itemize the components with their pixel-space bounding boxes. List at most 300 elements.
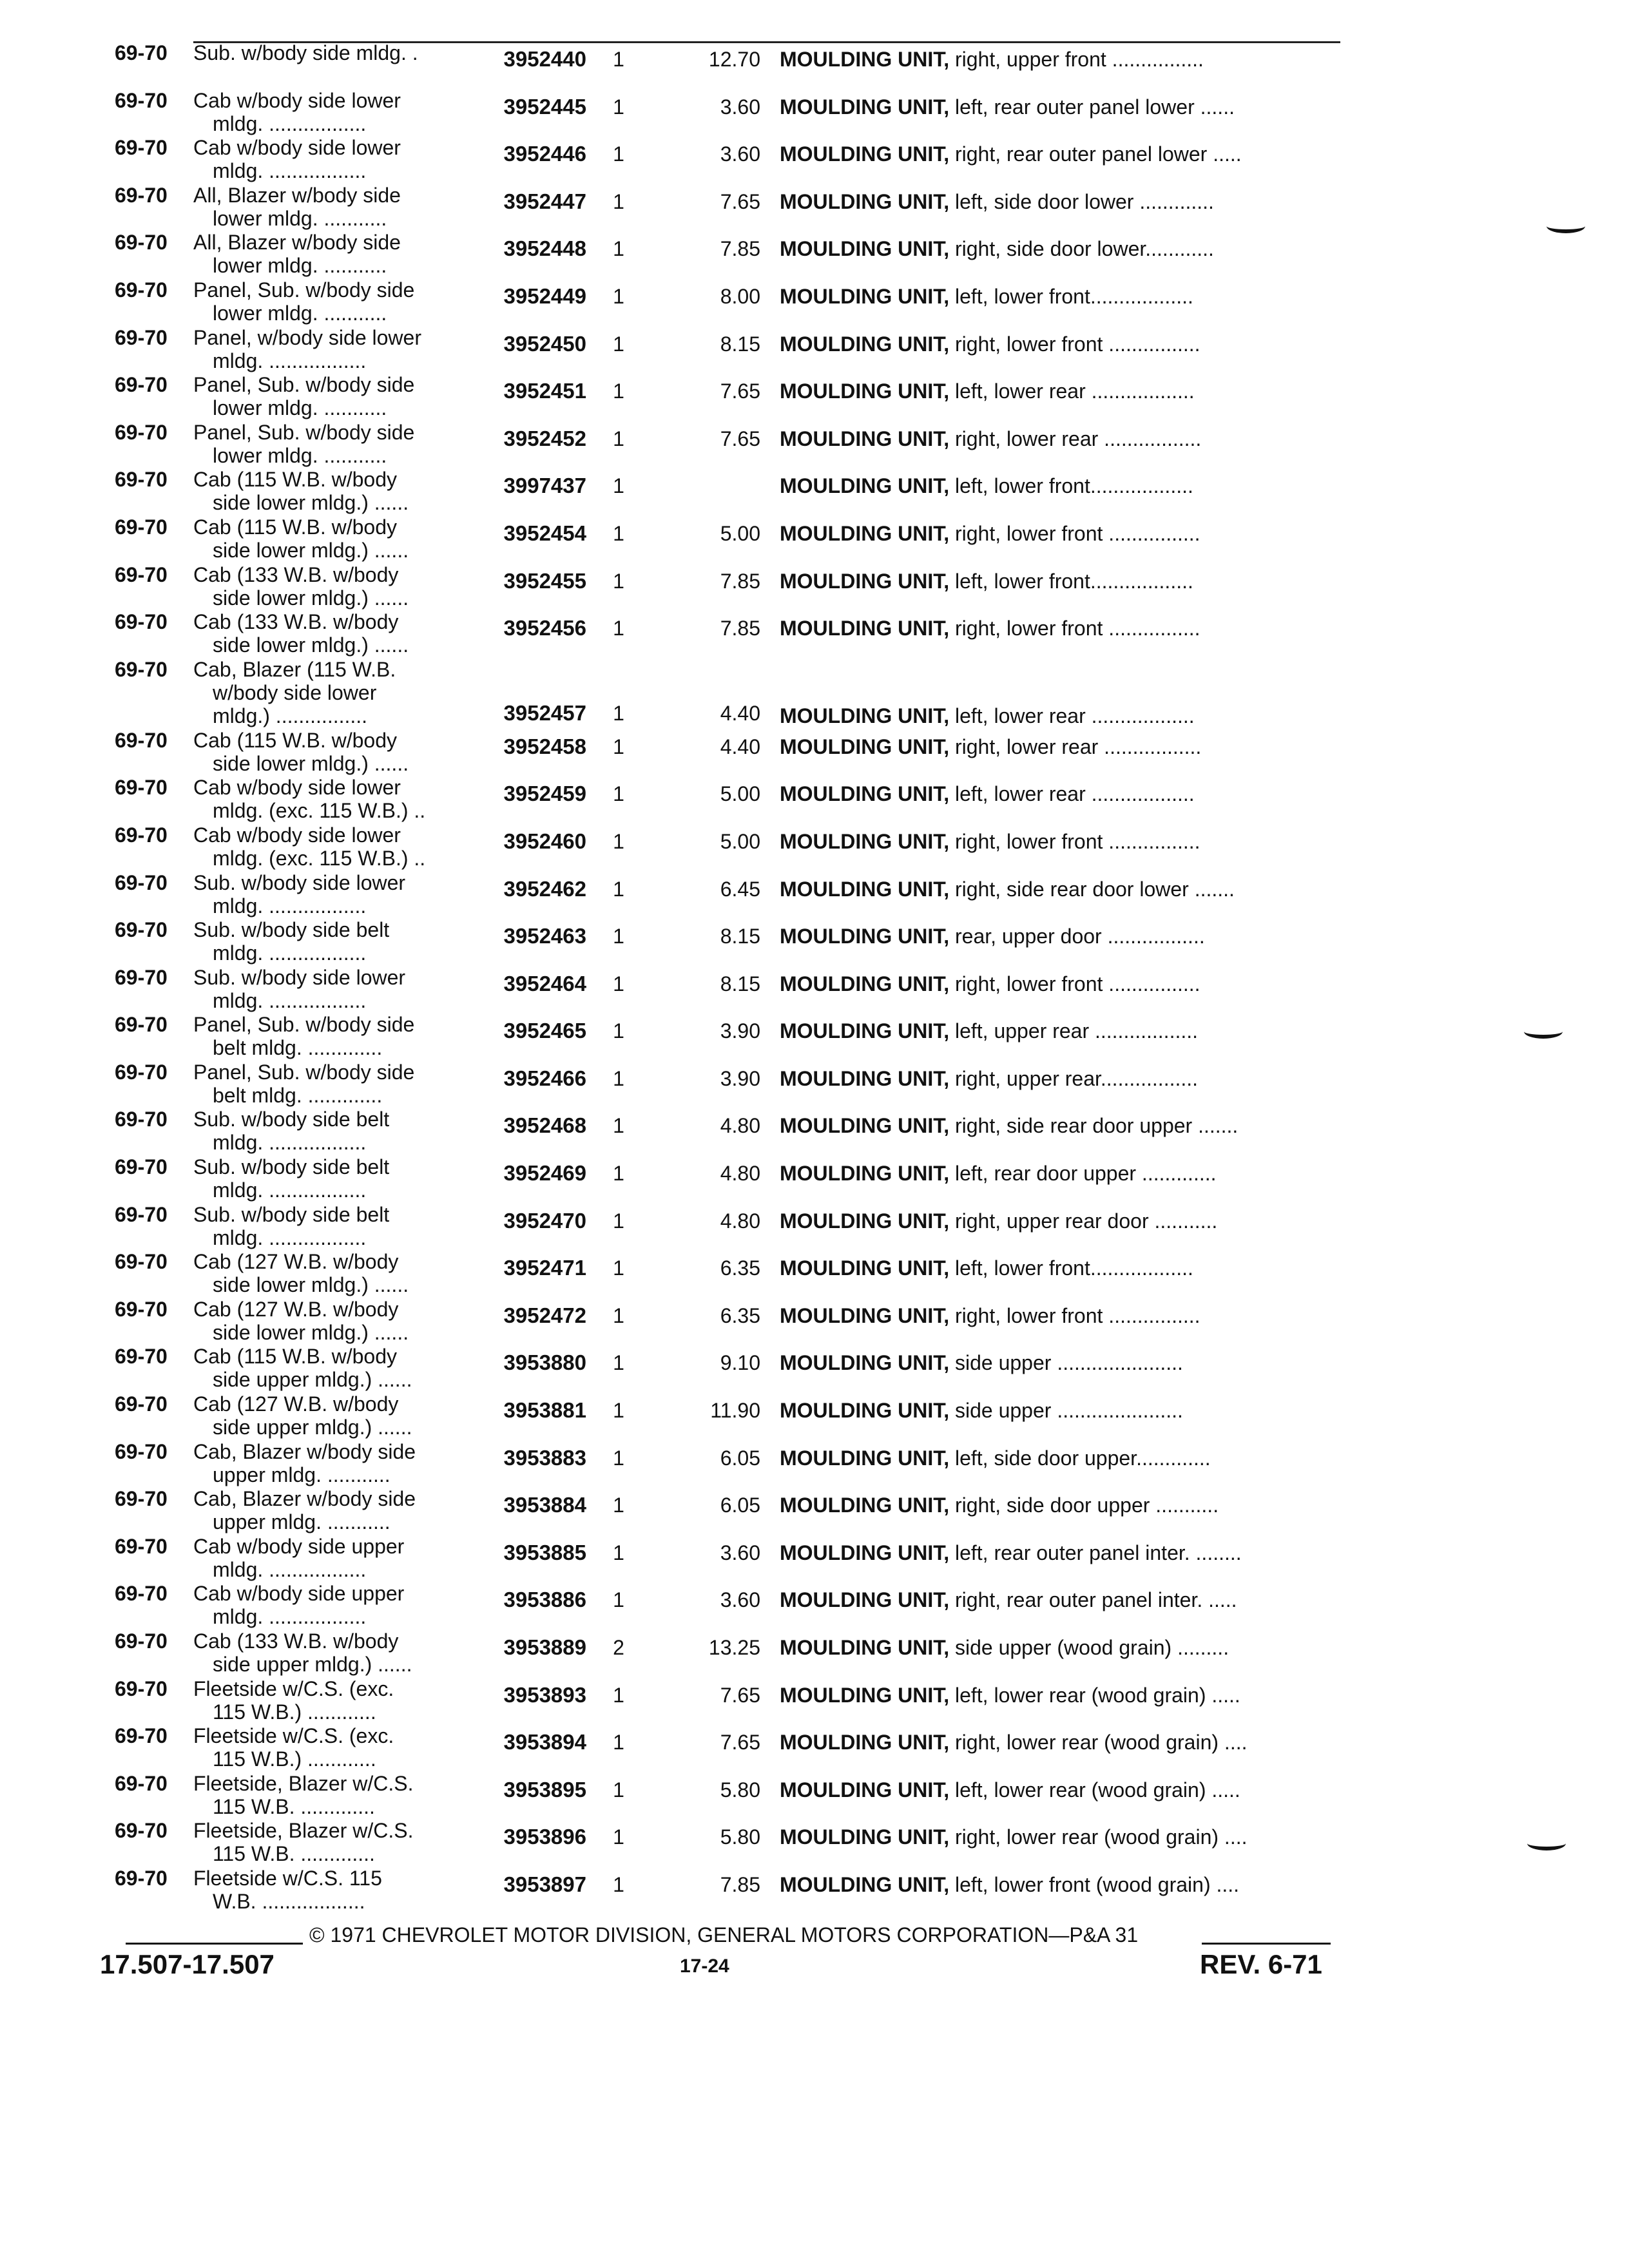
list-item: [97, 514, 1360, 562]
quantity: 1: [613, 1019, 624, 1043]
application-line-1: Panel, Sub. w/body side: [193, 420, 415, 444]
part-description: [780, 1731, 1360, 1754]
part-name: MOULDING UNIT,: [780, 1588, 950, 1612]
model-years: 69-70: [115, 1439, 168, 1463]
model-years: 69-70: [115, 136, 168, 160]
part-detail: right, lower front ................: [954, 1303, 1200, 1327]
model-years: 69-70: [115, 657, 168, 681]
part-number: 3952455: [503, 568, 586, 593]
part-detail: right, lower rear (wood grain) ....: [954, 1825, 1248, 1849]
model-years: 69-70: [115, 88, 168, 112]
part-name: MOULDING UNIT,: [780, 1872, 950, 1896]
part-detail: right, upper front ................: [954, 48, 1204, 71]
part-detail: right, rear outer panel inter. .....: [954, 1588, 1237, 1612]
part-detail: right, lower rear .................: [954, 427, 1202, 450]
part-name: MOULDING UNIT,: [780, 569, 950, 593]
price: 7.65: [720, 427, 760, 450]
application-line-1: Cab (133 W.B. w/body: [193, 562, 399, 586]
list-item: [97, 657, 1360, 727]
list-item: [97, 40, 1360, 88]
quantity: 1: [613, 782, 624, 806]
price: 4.80: [720, 1209, 760, 1233]
part-number: 3952462: [503, 876, 586, 901]
part-name: MOULDING UNIT,: [780, 829, 950, 853]
part-detail: left, lower front (wood grain) ....: [954, 1872, 1240, 1896]
quantity: 1: [613, 1066, 624, 1090]
part-name: MOULDING UNIT,: [780, 1114, 950, 1138]
model-years: 69-70: [115, 373, 168, 397]
quantity: 1: [613, 1114, 624, 1138]
model-years: 69-70: [115, 231, 168, 255]
price: 7.65: [720, 1683, 760, 1707]
part-number: 3952451: [503, 379, 586, 403]
price: 6.35: [720, 1303, 760, 1327]
part-number: 3953896: [503, 1825, 586, 1849]
part-number: 3952470: [503, 1208, 586, 1233]
footer-rule-left: [126, 1943, 303, 1945]
list-item: [97, 1343, 1360, 1391]
part-number: 3952463: [503, 924, 586, 948]
part-name: MOULDING UNIT,: [780, 782, 950, 806]
part-description: [780, 190, 1360, 213]
part-detail: left, lower rear ..................: [954, 380, 1195, 403]
quantity: 1: [613, 617, 624, 640]
list-item: [97, 822, 1360, 870]
quantity: 1: [613, 569, 624, 593]
application-line-2: mldg. .................: [213, 1131, 367, 1155]
part-number: 3952445: [503, 94, 586, 119]
part-number: 3952446: [503, 142, 586, 166]
part-description: [780, 1019, 1360, 1043]
parts-list: [97, 40, 1360, 1913]
part-detail: left, side door lower .............: [954, 189, 1214, 213]
part-name: MOULDING UNIT,: [780, 1778, 950, 1802]
price: 3.60: [720, 142, 760, 166]
part-number: 3952471: [503, 1256, 586, 1280]
application-line-2: mldg. .................: [213, 111, 367, 135]
application-line-1: Cab (133 W.B. w/body: [193, 610, 399, 634]
model-years: 69-70: [115, 1108, 168, 1131]
application-line-2: lower mldg. ...........: [213, 396, 387, 420]
part-description: [780, 1684, 1360, 1707]
part-detail: right, side door upper ...........: [954, 1494, 1219, 1517]
quantity: 1: [613, 142, 624, 166]
part-number: 3952456: [503, 616, 586, 640]
list-item: [97, 277, 1360, 325]
quantity: 1: [613, 1351, 624, 1375]
list-item: [97, 1818, 1360, 1865]
application-line-2: 115 W.B.) ............: [213, 1747, 376, 1771]
price: 3.60: [720, 95, 760, 119]
part-detail: left, rear outer panel lower ......: [954, 95, 1235, 119]
price: 13.25: [708, 1636, 760, 1659]
application-line-2: belt mldg. .............: [213, 1036, 383, 1060]
application-line-2: mldg. (exc. 115 W.B.) ..: [213, 846, 426, 870]
part-number: 3953886: [503, 1588, 586, 1612]
quantity: 1: [613, 1731, 624, 1754]
page-number: 17-24: [680, 1956, 729, 1977]
part-name: MOULDING UNIT,: [780, 1019, 950, 1043]
application-line-1: Sub. w/body side belt: [193, 918, 390, 942]
application-line-1: Cab (115 W.B. w/body: [193, 1345, 397, 1369]
price: 7.85: [720, 569, 760, 593]
list-item: [97, 135, 1360, 182]
price: 3.90: [720, 1019, 760, 1043]
application-line-1: Cab (115 W.B. w/body: [193, 728, 397, 752]
list-item: [97, 325, 1360, 372]
part-detail: side upper (wood grain) .........: [954, 1636, 1229, 1659]
part-name: MOULDING UNIT,: [780, 925, 950, 948]
application-line-2: w/body side lower: [213, 680, 377, 704]
part-name: MOULDING UNIT,: [780, 617, 950, 640]
part-detail: left, lower front..................: [954, 474, 1193, 498]
quantity: 1: [613, 1825, 624, 1849]
list-item: [97, 229, 1360, 277]
part-number: 3953880: [503, 1350, 586, 1375]
part-name: MOULDING UNIT,: [780, 427, 950, 450]
quantity: 1: [613, 1256, 624, 1280]
application-line-1: Cab (127 W.B. w/body: [193, 1392, 399, 1416]
part-number: 3997437: [503, 474, 586, 498]
application-line-3: mldg.) ................: [213, 704, 368, 727]
part-detail: left, lower front..................: [954, 284, 1193, 308]
price: 7.85: [720, 237, 760, 261]
part-name: MOULDING UNIT,: [780, 332, 950, 356]
model-years: 69-70: [115, 1866, 168, 1890]
application-line-1: Cab w/body side lower: [193, 823, 401, 847]
part-description: [780, 332, 1360, 356]
part-description: [780, 1351, 1360, 1374]
list-item: [97, 1865, 1360, 1913]
quantity: 1: [613, 1778, 624, 1802]
part-description: [780, 1114, 1360, 1137]
application-line-2: mldg. .................: [213, 1178, 367, 1202]
part-name: MOULDING UNIT,: [780, 95, 950, 119]
quantity: 1: [613, 48, 624, 71]
model-years: 69-70: [115, 610, 168, 634]
part-description: [780, 1304, 1360, 1327]
part-detail: left, upper rear ..................: [954, 1019, 1199, 1043]
price: 6.05: [720, 1494, 760, 1517]
application-line-1: Cab w/body side lower: [193, 776, 401, 800]
part-name: MOULDING UNIT,: [780, 48, 950, 71]
price: 8.15: [720, 925, 760, 948]
part-description: [780, 1636, 1360, 1659]
model-years: 69-70: [115, 823, 168, 847]
price: 4.80: [720, 1162, 760, 1186]
model-years: 69-70: [115, 1724, 168, 1748]
application-line-1: Fleetside w/C.S. 115: [193, 1866, 382, 1890]
application-line-2: mldg. .................: [213, 941, 367, 965]
application-line-1: Cab (127 W.B. w/body: [193, 1250, 399, 1274]
application-line-1: Sub. w/body side lower: [193, 965, 406, 989]
quantity: 1: [613, 1446, 624, 1470]
part-detail: left, rear outer panel inter. ........: [954, 1541, 1242, 1564]
model-years: 69-70: [115, 1202, 168, 1226]
application-line-1: Panel, Sub. w/body side: [193, 1013, 415, 1037]
application-line-1: Sub. w/body side belt: [193, 1155, 390, 1179]
list-item: [97, 1771, 1360, 1818]
part-description: [780, 427, 1360, 450]
quantity: 1: [613, 1494, 624, 1517]
part-number: 3953889: [503, 1635, 586, 1659]
part-number: 3953884: [503, 1493, 586, 1517]
binder-edge-mark: [1527, 1836, 1566, 1850]
model-years: 69-70: [115, 278, 168, 302]
application-line-1: Cab w/body side lower: [193, 88, 401, 112]
part-description: [780, 1825, 1360, 1849]
part-description: [780, 142, 1360, 166]
list-item: [97, 1581, 1360, 1628]
part-description: [780, 1541, 1360, 1564]
application-line-2: belt mldg. .............: [213, 1083, 383, 1107]
model-years: 69-70: [115, 1060, 168, 1084]
part-number: 3953895: [503, 1777, 586, 1802]
application-line-2: mldg. (exc. 115 W.B.) ..: [213, 799, 426, 823]
model-years: 69-70: [115, 918, 168, 942]
application-line-2: side upper mldg.) ......: [213, 1653, 412, 1676]
application-line-2: upper mldg. ...........: [213, 1510, 390, 1534]
quantity: 1: [613, 829, 624, 853]
quantity: 1: [613, 1872, 624, 1896]
application-line-1: Fleetside w/C.S. (exc.: [193, 1724, 394, 1748]
part-number: 3952452: [503, 426, 586, 450]
list-item: [97, 1439, 1360, 1486]
part-detail: side upper ......................: [954, 1351, 1183, 1375]
part-number: 3952465: [503, 1019, 586, 1043]
part-detail: left, lower rear (wood grain) .....: [954, 1778, 1240, 1802]
quantity: 1: [613, 1683, 624, 1707]
list-item: [97, 1202, 1360, 1249]
model-years: 69-70: [115, 41, 168, 64]
part-description: [780, 474, 1360, 497]
quantity: 2: [613, 1636, 624, 1659]
application-line-2: lower mldg. ...........: [213, 206, 387, 230]
application-line-2: side lower mldg.) ......: [213, 1273, 409, 1297]
part-name: MOULDING UNIT,: [780, 877, 950, 901]
application-line-1: Sub. w/body side belt: [193, 1108, 390, 1131]
application-line-1: Fleetside, Blazer w/C.S.: [193, 1819, 414, 1843]
list-item: [97, 1533, 1360, 1581]
part-number: 3952472: [503, 1303, 586, 1327]
price: 4.40: [720, 701, 760, 725]
list-item: [97, 1486, 1360, 1533]
revision-label: REV. 6-71: [1200, 1949, 1322, 1979]
application-line-1: Fleetside w/C.S. (exc.: [193, 1677, 394, 1700]
application-line-1: Cab, Blazer w/body side: [193, 1487, 416, 1511]
part-number: 3952448: [503, 236, 586, 261]
list-item: [97, 419, 1360, 467]
quantity: 1: [613, 237, 624, 261]
part-name: MOULDING UNIT,: [780, 735, 950, 758]
part-description: [780, 1209, 1360, 1233]
part-detail: rear, upper door .................: [954, 925, 1205, 948]
application-line-1: All, Blazer w/body side: [193, 231, 401, 255]
list-item: [97, 1296, 1360, 1344]
list-item: [97, 965, 1360, 1012]
application-line-1: Cab (115 W.B. w/body: [193, 468, 397, 492]
part-number: 3952457: [503, 700, 586, 725]
part-number: 3952449: [503, 284, 586, 308]
list-item: [97, 1154, 1360, 1202]
model-years: 69-70: [115, 1392, 168, 1416]
application-line-1: Panel, Sub. w/body side: [193, 1060, 415, 1084]
list-item: [97, 182, 1360, 230]
quantity: 1: [613, 332, 624, 356]
part-number: 3952447: [503, 189, 586, 213]
quantity: 1: [613, 189, 624, 213]
part-description: [780, 1588, 1360, 1611]
application-line-2: 115 W.B. .............: [213, 1794, 375, 1818]
model-years: 69-70: [115, 183, 168, 207]
price: 9.10: [720, 1351, 760, 1375]
application-line-1: Cab (133 W.B. w/body: [193, 1629, 399, 1653]
application-line-1: Sub. w/body side lower: [193, 870, 406, 894]
part-detail: right, lower front ................: [954, 332, 1200, 356]
part-description: [780, 925, 1360, 948]
list-item: [97, 727, 1360, 775]
model-years: 69-70: [115, 1819, 168, 1843]
application-line-2: mldg. .................: [213, 894, 367, 918]
part-number: 3953883: [503, 1445, 586, 1470]
list-item: [97, 774, 1360, 822]
application-line-2: side lower mldg.) ......: [213, 751, 409, 775]
footer-rule-right: [1202, 1943, 1331, 1945]
part-name: MOULDING UNIT,: [780, 1066, 950, 1090]
list-item: [97, 870, 1360, 918]
list-item: [97, 917, 1360, 965]
copyright-text: © 1971 CHEVROLET MOTOR DIVISION, GENERAL MOTORS CORPORATION—P&A 31: [309, 1923, 1139, 1946]
part-description: [780, 1494, 1360, 1517]
price: 6.35: [720, 1256, 760, 1280]
application-line-2: mldg. .................: [213, 159, 367, 183]
part-number: 3952460: [503, 829, 586, 853]
part-description: [780, 1446, 1360, 1470]
part-name: MOULDING UNIT,: [780, 1351, 950, 1375]
part-name: MOULDING UNIT,: [780, 972, 950, 995]
list-item: [97, 1012, 1360, 1059]
price: 11.90: [710, 1399, 760, 1423]
part-number: 3953893: [503, 1682, 586, 1707]
model-years: 69-70: [115, 1297, 168, 1321]
binder-edge-mark: [1547, 219, 1585, 233]
price: 5.00: [720, 521, 760, 545]
quantity: 1: [613, 701, 624, 725]
model-years: 69-70: [115, 728, 168, 752]
part-detail: side upper ......................: [954, 1399, 1183, 1423]
quantity: 1: [613, 1588, 624, 1612]
model-years: 69-70: [115, 1677, 168, 1700]
part-detail: right, lower front ................: [954, 829, 1200, 853]
part-description: [780, 1778, 1360, 1802]
application-line-2: side lower mldg.) ......: [213, 586, 409, 610]
part-number: 3952440: [503, 47, 586, 71]
part-detail: left, lower front..................: [954, 1256, 1193, 1280]
price: 7.65: [720, 1731, 760, 1754]
model-years: 69-70: [115, 776, 168, 800]
part-detail: right, side rear door upper .......: [954, 1114, 1239, 1138]
application-line-1: Cab, Blazer w/body side: [193, 1439, 416, 1463]
model-years: 69-70: [115, 1155, 168, 1179]
list-item: [97, 1723, 1360, 1771]
price: 4.80: [720, 1114, 760, 1138]
part-detail: left, lower front..................: [954, 569, 1193, 593]
application-line-2: lower mldg. ...........: [213, 301, 387, 325]
part-description: [780, 704, 1360, 727]
part-name: MOULDING UNIT,: [780, 380, 950, 403]
price: 12.70: [708, 48, 760, 71]
part-name: MOULDING UNIT,: [780, 1209, 950, 1233]
part-description: [780, 972, 1360, 995]
part-name: MOULDING UNIT,: [780, 1541, 950, 1564]
part-name: MOULDING UNIT,: [780, 1399, 950, 1423]
part-description: [780, 1256, 1360, 1280]
part-number: 3952468: [503, 1113, 586, 1138]
application-line-1: Sub. w/body side mldg. .: [193, 41, 418, 64]
part-name: MOULDING UNIT,: [780, 474, 950, 498]
price: 8.15: [720, 332, 760, 356]
price: 7.85: [720, 1872, 760, 1896]
part-description: [780, 1162, 1360, 1185]
application-line-1: Panel, Sub. w/body side: [193, 278, 415, 302]
part-description: [780, 95, 1360, 119]
quantity: 1: [613, 427, 624, 450]
list-item: [97, 372, 1360, 419]
price: 3.90: [720, 1066, 760, 1090]
application-line-2: mldg. .................: [213, 1605, 367, 1629]
price: 4.40: [720, 735, 760, 758]
part-name: MOULDING UNIT,: [780, 1636, 950, 1659]
part-number: 3952466: [503, 1066, 586, 1090]
list-item: [97, 1391, 1360, 1439]
part-description: [780, 570, 1360, 593]
part-detail: right, lower rear .................: [954, 735, 1202, 758]
price: 8.15: [720, 972, 760, 995]
part-name: MOULDING UNIT,: [780, 1446, 950, 1470]
price: 7.85: [720, 617, 760, 640]
list-item: [97, 1628, 1360, 1676]
model-years: 69-70: [115, 1487, 168, 1511]
part-description: [780, 878, 1360, 901]
model-years: 69-70: [115, 965, 168, 989]
application-line-1: Panel, w/body side lower: [193, 325, 421, 349]
binder-edge-mark: [1524, 1024, 1563, 1039]
application-line-1: Cab (127 W.B. w/body: [193, 1297, 399, 1321]
part-detail: left, lower rear ..................: [954, 782, 1195, 806]
application-line-2: side lower mldg.) ......: [213, 1320, 409, 1344]
application-line-2: 115 W.B. .............: [213, 1842, 375, 1866]
part-number: 3953881: [503, 1398, 586, 1423]
quantity: 1: [613, 95, 624, 119]
part-description: [780, 48, 1360, 71]
model-years: 69-70: [115, 1582, 168, 1606]
part-detail: left, rear door upper .............: [954, 1162, 1217, 1186]
part-name: MOULDING UNIT,: [780, 1162, 950, 1186]
part-description: [780, 1873, 1360, 1896]
list-item: [97, 1059, 1360, 1107]
list-item: [97, 1676, 1360, 1724]
part-description: [780, 782, 1360, 805]
application-line-1: All, Blazer w/body side: [193, 183, 401, 207]
list-item: [97, 466, 1360, 514]
application-line-2: upper mldg. ...........: [213, 1463, 390, 1486]
part-number: 3952450: [503, 331, 586, 356]
part-name: MOULDING UNIT,: [780, 1731, 950, 1754]
part-description: [780, 237, 1360, 260]
model-years: 69-70: [115, 1629, 168, 1653]
part-detail: right, upper rear.................: [954, 1066, 1199, 1090]
list-item: [97, 88, 1360, 135]
